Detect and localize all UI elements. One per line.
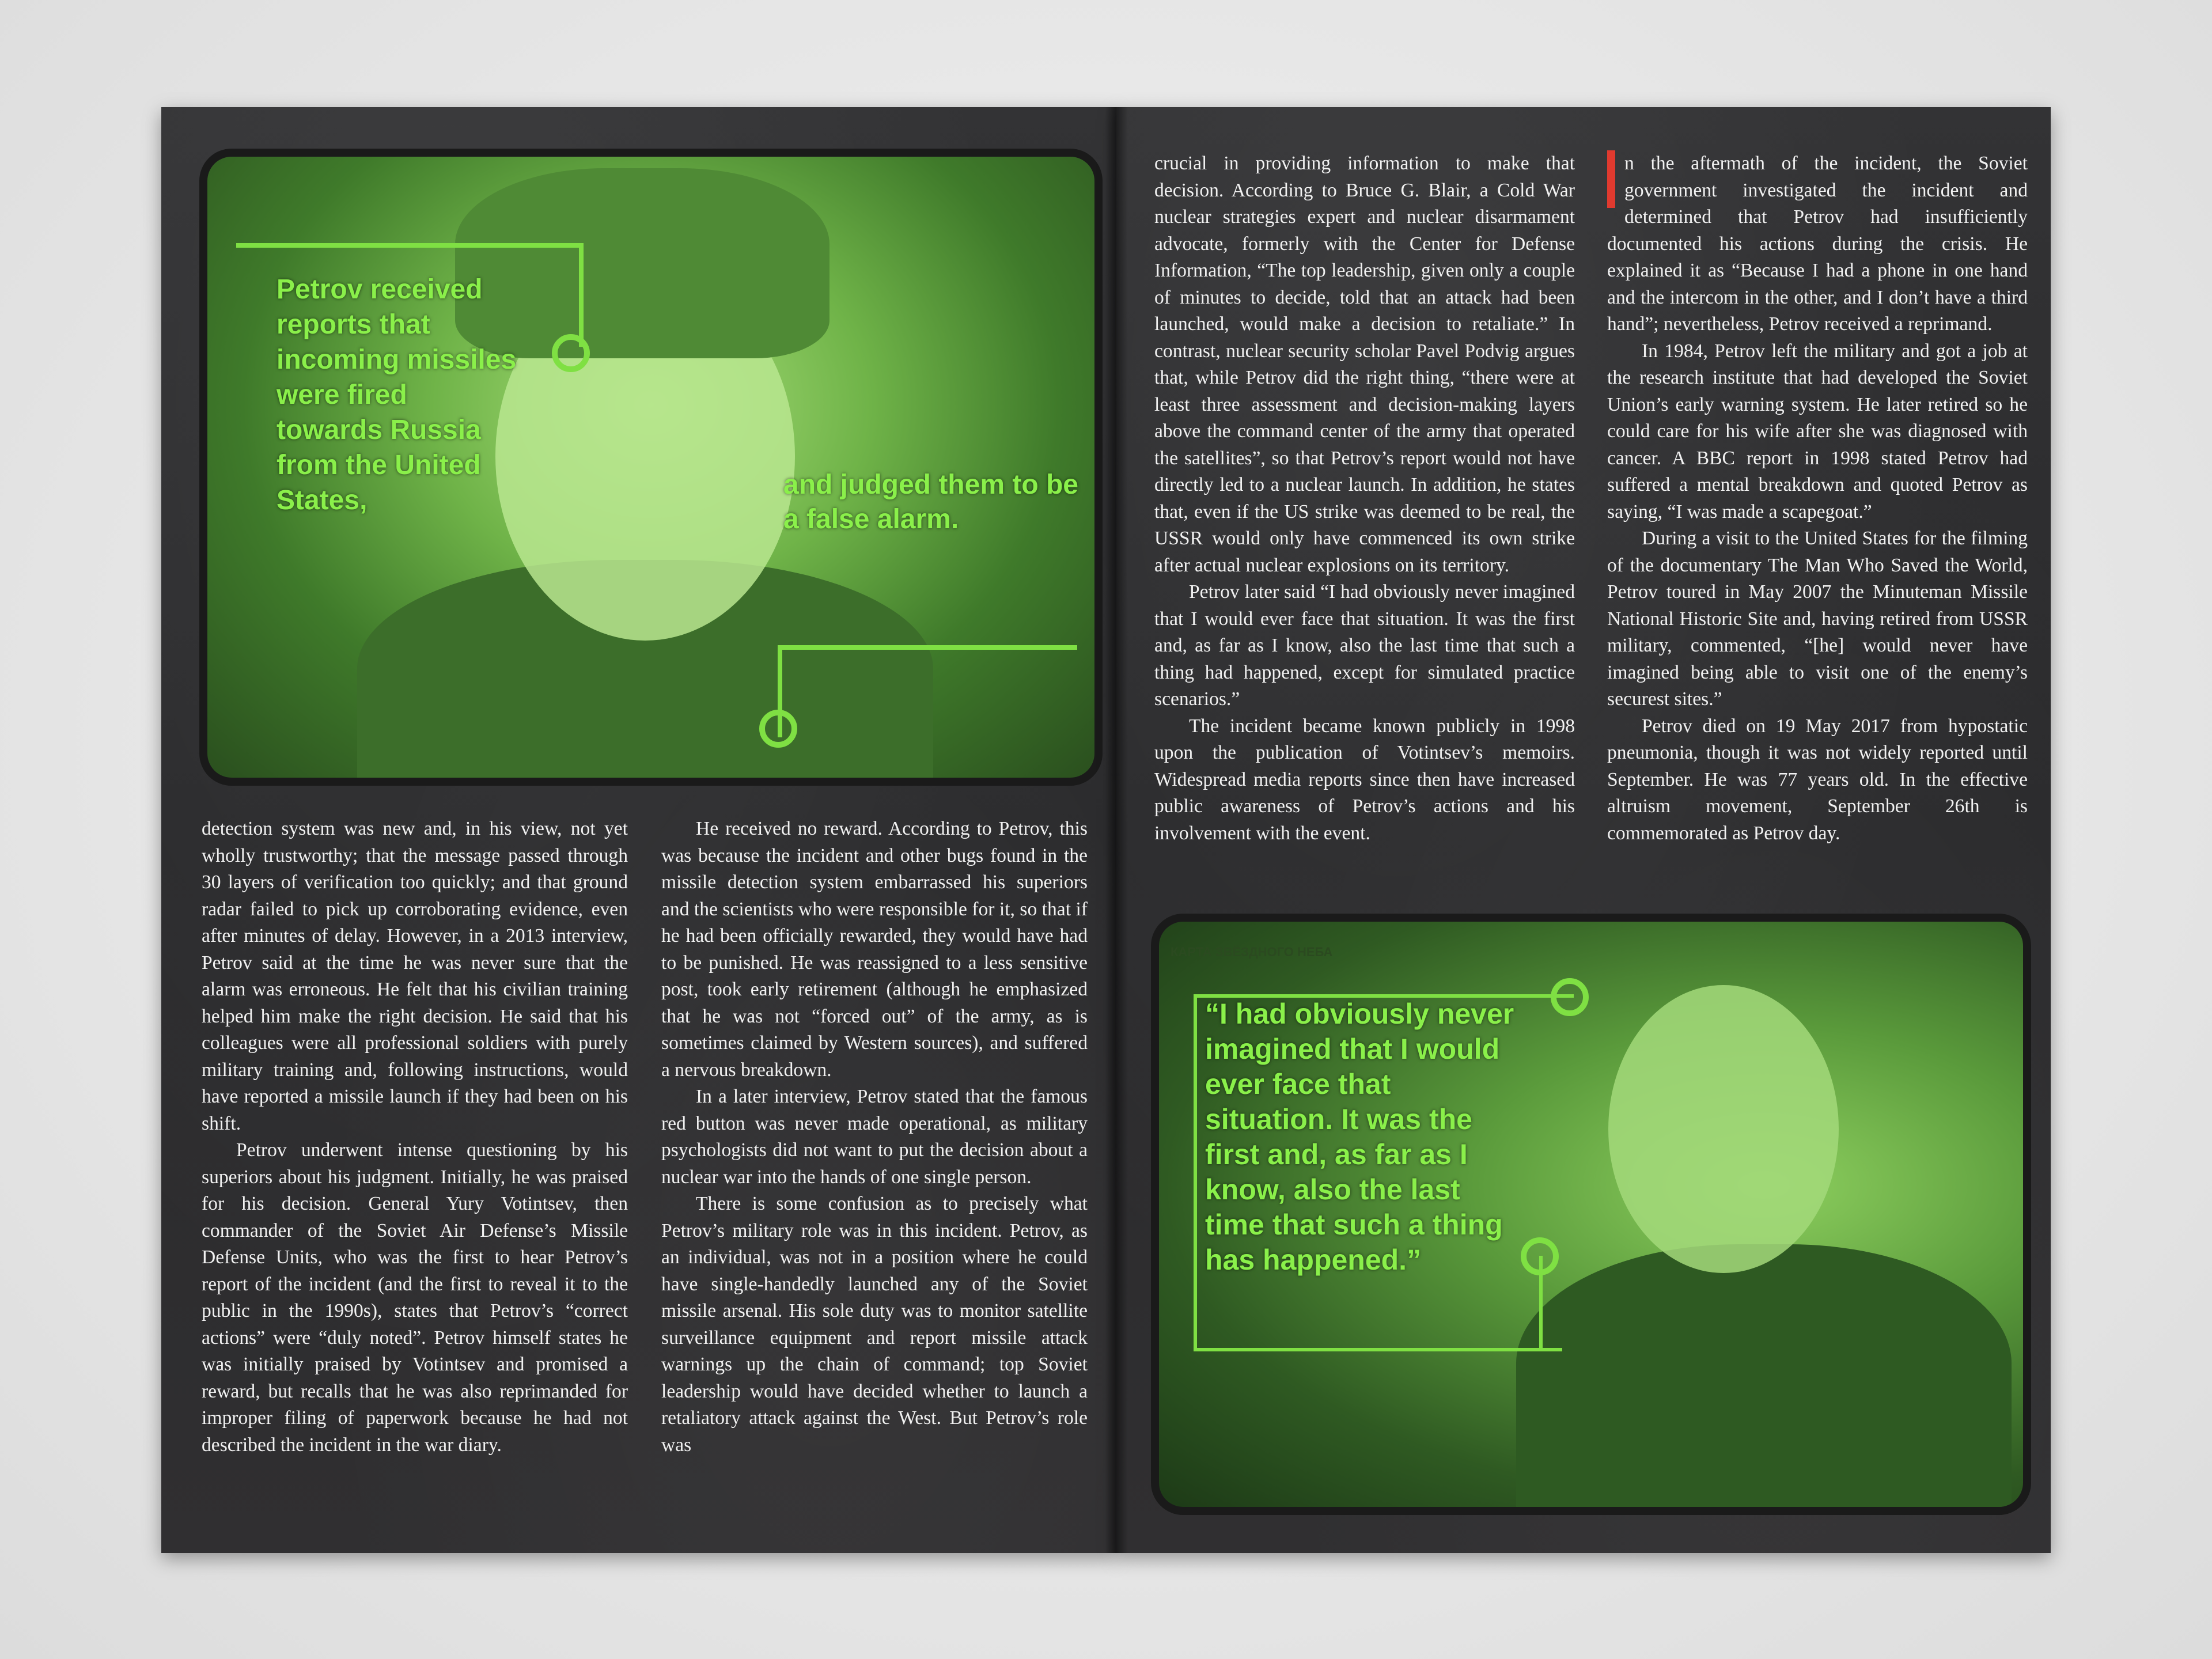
left-page	[161, 107, 1116, 1553]
callout-reports: Petrov received reports that incoming missiles were fired towards Russia from the United States,	[276, 274, 517, 516]
drop-cap-marker	[1607, 150, 1615, 208]
poster-caption: КАРТА ЗВЁЗДНОГО НЕБА	[1171, 945, 1333, 959]
paragraph: The incident became known publicly in 1998 upon the publication of Votintsev’s memoirs. Widespread media reports since then have increased public awareness of Petrov’s actions and his involvement with the event.	[1154, 715, 1575, 844]
quote-frame-line	[1194, 1348, 1562, 1351]
target-ring	[1521, 1237, 1559, 1275]
target-ring	[759, 710, 797, 748]
target-ring	[1551, 978, 1589, 1016]
photo-young-petrov	[199, 149, 1103, 786]
paragraph: During a visit to the United States for the filming of the documentary The Man Who Saved the World, Petrov toured in May 2007 the Minuteman Missile National Historic Site and, having retired from USSR military, commented, “[he] would never have imagined being able to visit one of the enemy’s securest sites.”	[1607, 528, 2028, 710]
callout-line	[236, 243, 582, 248]
shirt-shape	[1516, 1244, 2012, 1509]
paragraph-text: n the aftermath of the incident, the Soviet government investigated the incident and determined that Petrov had insufficiently documented his actions during the crisis. He explained it as “Because I had a phone in one hand and the intercom in the other, and I don’t have a third hand”; nevertheless, Petrov received a reprimand.	[1607, 153, 2028, 335]
callout-false-alarm: and judged them to be a false alarm.	[783, 469, 1078, 535]
quote-frame-line	[1194, 994, 1197, 1351]
callout-line	[579, 243, 584, 347]
paragraph: In a later interview, Petrov stated that the famous red button was never made operational, as military psychologists did not want to put the decision about a nuclear war into the hands of one single person.	[661, 1086, 1088, 1188]
spine-fold	[1105, 107, 1128, 1553]
text-column-3	[1154, 150, 1575, 847]
text-column-1	[202, 816, 628, 1459]
paragraph: Petrov died on 19 May 2017 from hypostatic pneumonia, though it was not widely reported until September. He was 77 years old. In the effective altruism movement, September 26th is commemorated as Petrov day.	[1607, 715, 2028, 844]
paragraph: Petrov later said “I had obviously never imagined that I would ever face that situation. It was the first and, as far as I know, also the last time that such a thing had happened, except for simulated practice scenarios.”	[1154, 581, 1575, 710]
paragraph: crucial in providing information to make that decision. According to Bruce G. Blair, a Cold War nuclear strategies expert and nuclear disarmament advocate, formerly with the Center for Defense Information, “The top leadership, given only a couple of minutes to decide, told that an attack had been launched, would make a decision to retaliate.” In contrast, nuclear security scholar Pavel Podvig argues that, while Petrov did the right thing, “there were at least three assessment and decision-making layers above the command center of the army that operated the satellites”, so that Petrov’s report would not have directly led to a nuclear launch. In addition, he states that, even if the US strike was deemed to be real, the USSR would only have commenced its own strike after actual nuclear explosions on its territory.	[1154, 153, 1575, 576]
callout-line	[778, 645, 1077, 650]
paragraph: Petrov underwent intense questioning by his superiors about his judgment. Initially, he was praised for his decision. General Yury Votintsev, then commander of the Soviet Air Defense’s Missile Defense Units, who was the first to hear Petrov’s report of the incident (and the first to reveal it to the public in the 1990s), states that Petrov’s “correct actions” were “duly noted”. Petrov himself states he was initially praised by Votintsev and promised a reward, but recalls that he was also reprimanded for improper filing of paperwork because he had not described the incident in the war diary.	[202, 1139, 628, 1456]
target-ring	[552, 334, 590, 372]
face-shape	[1608, 985, 1839, 1273]
paragraph-drop-cap	[1607, 150, 2028, 338]
photo-older-petrov	[1151, 914, 2031, 1515]
right-page	[1116, 107, 2051, 1553]
paragraph: He received no reward. According to Petrov, this was because the incident and other bugs found in the missile detection system embarrassed his superiors and the scientists who were responsible for it, so that if he had been officially rewarded, they would have had to be punished. He was reassigned to a less sensitive post, took early retirement (although he emphasized that he was not “forced out” of the army, as is sometimes claimed by Western sources), and suffered a nervous breakdown.	[661, 818, 1088, 1081]
text-column-4	[1607, 150, 2028, 847]
paragraph: In 1984, Petrov left the military and got a job at the research institute that had developed the Soviet Union’s early warning system. He later retired so he could care for his wife after she was diagnosed with cancer. A BBC report in 1998 stated Petrov had suffered a mental breakdown and quoted Petrov as saying, “I was made a scapegoat.”	[1607, 340, 2028, 522]
paragraph: detection system was new and, in his view, not yet wholly trustworthy; that the message passed through 30 layers of verification too quickly; and that ground radar failed to pick up corroborating evidence, even after minutes of delay. However, in a 2013 interview, Petrov said at the time he was never sure that the alarm was erroneous. He felt that his civilian training helped him make the right decision. He said that his colleagues were all professional soldiers with purely military training and, following instructions, would have reported a missile launch if they had been on his shift.	[202, 818, 628, 1134]
pull-quote: “I had obviously never imagined that I would ever face that situation. It was the first and, as far as I know, also the last time that such a thing has happened.”	[1205, 998, 1514, 1276]
text-column-2	[661, 816, 1088, 1459]
paragraph: There is some confusion as to precisely what Petrov’s military role was in this incident. Petrov, as an individual, was not in a position where he could have single-handedly launched any of the Soviet missile arsenal. His sole duty was to monitor satellite surveillance equipment and report missile attack warnings up the chain of command; top Soviet leadership would have decided whether to launch a retaliatory attack against the West. But Petrov’s role was	[661, 1193, 1088, 1456]
